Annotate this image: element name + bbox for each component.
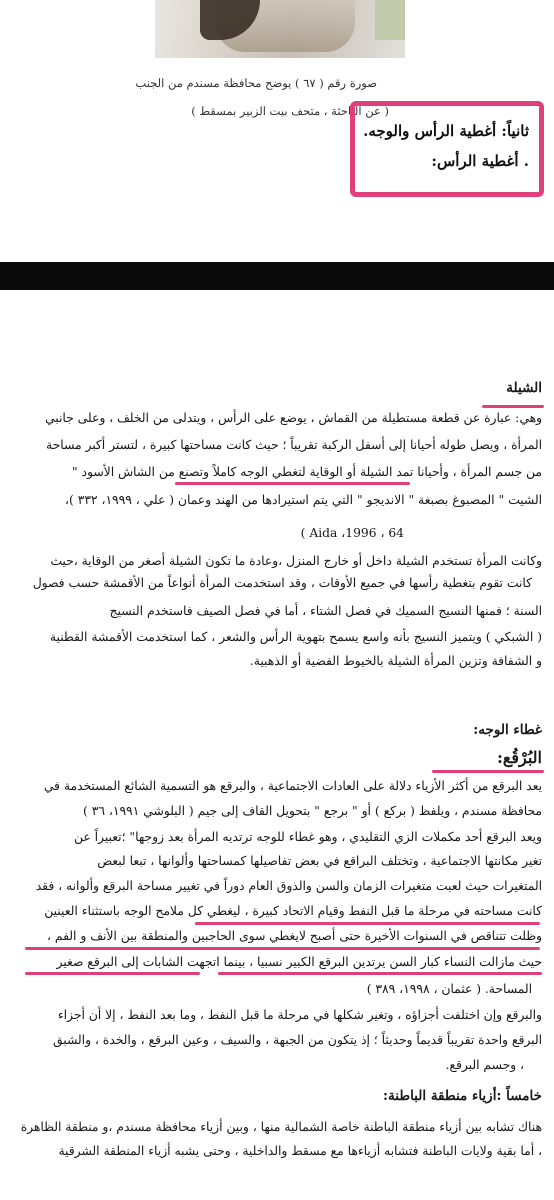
para4-line3: ، وجسم البرقع.	[445, 1058, 524, 1072]
para4-line2: البرقع واحدة تقريباً قديماً وحديثاً ؛ إذ يتكون من الجبهة ، والسيف ، وعين البرقع ، والخدة ، والشبق	[52, 1033, 542, 1047]
para1-line1: وهي: عبارة عن قطعة مستطيلة من القماش ، يوضع على الرأس ، ويتدلى من الخلف ، وعلى جانبي	[45, 411, 542, 425]
para3-line4: تغير مكانتها الاجتماعية ، وتختلف البراقع في بعض تفاصيلها كمساحتها وألوانها ، تبعا لبعض	[97, 854, 542, 868]
highlight-underline	[195, 922, 540, 925]
para2-line2: كانت تقوم بتغطية رأسها في جميع الأوقات ، وقد استخدمت المرأة أنواعاً من الأقمشة حسب فصول	[32, 576, 532, 590]
para3-line2: محافظة مسندم ، ويلفظ ( بركع ) أو " برجع " بتحويل القاف إلى جيم ( البلوشي ١٩٩١، ٣٦ )	[83, 804, 542, 818]
highlight-underline	[218, 972, 542, 975]
para1-line4: الشيت " المصبوغ بصبغة " الانديجو " التي يتم استيرادها من الهند وعمان ( علي ، ١٩٩٩، ٣٣٢ )،	[65, 493, 542, 507]
page-separator	[0, 262, 554, 290]
para3-line8: حيث مازالت النساء كبار السن يرتدين البرقع الكبير نسبيا ، بينما اتجهت الشابات إلى البرقع صغير	[56, 955, 542, 969]
highlight-box	[350, 101, 544, 197]
para2-line3: السنة ؛ فمنها النسيج السميك في فصل الشتاء ، أما في فصل الصيف فاستخدم النسيج	[109, 604, 542, 618]
para2-line1: وكانت المرأة تستخدم الشيلة داخل أو خارج المنزل ،وعادة ما تكون الشيلة أصغر من الوقاية ،حيث	[50, 554, 542, 568]
heading-face-cover: غطاء الوجه:	[473, 722, 542, 738]
para3-line6: كانت مساحته في مرحلة ما قبل النفط وقيام الاتحاد كبيرة ، ليغطي كل ملامح الوجه باستثناء العينين	[44, 904, 542, 918]
para2-line4: ( الشبكي ) ويتميز النسيج بأنه واسع يسمح بتهوية الرأس والشعر ، كما استخدمت الأقمشة القطنية	[49, 630, 542, 644]
highlight-underline	[25, 947, 540, 950]
highlight-underline	[482, 405, 544, 408]
heading-batina: خامساً :أزياء منطقة الباطنة:	[383, 1088, 542, 1104]
para2-line5: و الشفافة وتزين المرأة الشيلة بالخيوط الفضية أو الذهبية.	[249, 654, 542, 668]
page-body	[0, 290, 554, 1200]
heading-burqa: البُرْقُع:	[496, 748, 542, 767]
para3-line3: ويعد البرقع أحد مكملات الزي التقليدي ، وهو غطاء للوجه ترتديه المرأة بعد زوجها" ؛تعبيراً عن	[74, 830, 542, 844]
photo-caption-line2: ( عن الباحثة ، متحف بيت الزبير بمسقط )	[191, 104, 389, 118]
para3-line7: وظلت تتناقص في السنوات الأخيرة حتى أصبح لايغطي سوى الحاجبين والمنطقة بين الأنف و الفم ،	[47, 929, 542, 943]
section-heading-head-face: ثانياً: أغطية الرأس والوجه.	[363, 122, 529, 140]
page-top	[0, 0, 554, 262]
highlight-underline	[25, 972, 200, 975]
heading-shela: الشيلة	[506, 380, 542, 396]
para1-line3: من جسم المرأة ، وأحيانا تمد الشيلة أو الوقاية لتغطي الوجه كاملاً وتصنع من الشاش الأسود "	[71, 465, 542, 479]
para3-line1: يعد البرقع من أكثر الأزياء دلالة على العادات الاجتماعية ، والبرقع هو التسمية الشائع المستخدمة في	[43, 779, 542, 793]
photo-thumbnail	[155, 0, 405, 58]
para4-line1: والبرقع وإن اختلفت أجزاؤه ، وتغير شكلها في مرحلة ما قبل النفط ، وما بعد النفط ، إلا أن أجزاء	[57, 1008, 542, 1022]
photo-caption-line1: صورة رقم ( ٦٧ ) يوضح محافظة مسندم من الجنب	[135, 76, 377, 90]
photo-background	[375, 0, 405, 40]
para5-line1: هناك تشابه بين أزياء منطقة الباطنة خاصة الشمالية منها ، وبين أزياء محافظة مسندم ،و منطقة الظاهرة	[20, 1120, 542, 1134]
para3-line5: المتغيرات حيث لعبت متغيرات الزمان والسن والذوق العام دوراً في تغيير مساحة البرقع وألوانه ، فقد	[35, 879, 542, 893]
para1-line2: المرأة ، ويصل طوله أحيانا إلى أسفل الركبة تقريباً ؛ حيث كانت مساحتها كبيرة ، لتستر أكبر مساحة	[46, 438, 542, 452]
highlight-underline	[432, 770, 544, 773]
para5-line2: ، أما بقية ولايات الباطنة فتشابه أزياءها مع مسقط والداخلية ، وحتى يشبه أزياء المنطقة الشرقية	[58, 1144, 542, 1158]
highlight-underline	[175, 482, 410, 485]
para1-line5: ( Aida ،1996 ، 64	[300, 526, 404, 540]
para3-line9: المساحة. ( عثمان ، ١٩٩٨، ٣٨٩ )	[366, 982, 532, 996]
subheading-head-covers: . أغطية الرأس:	[431, 152, 529, 170]
